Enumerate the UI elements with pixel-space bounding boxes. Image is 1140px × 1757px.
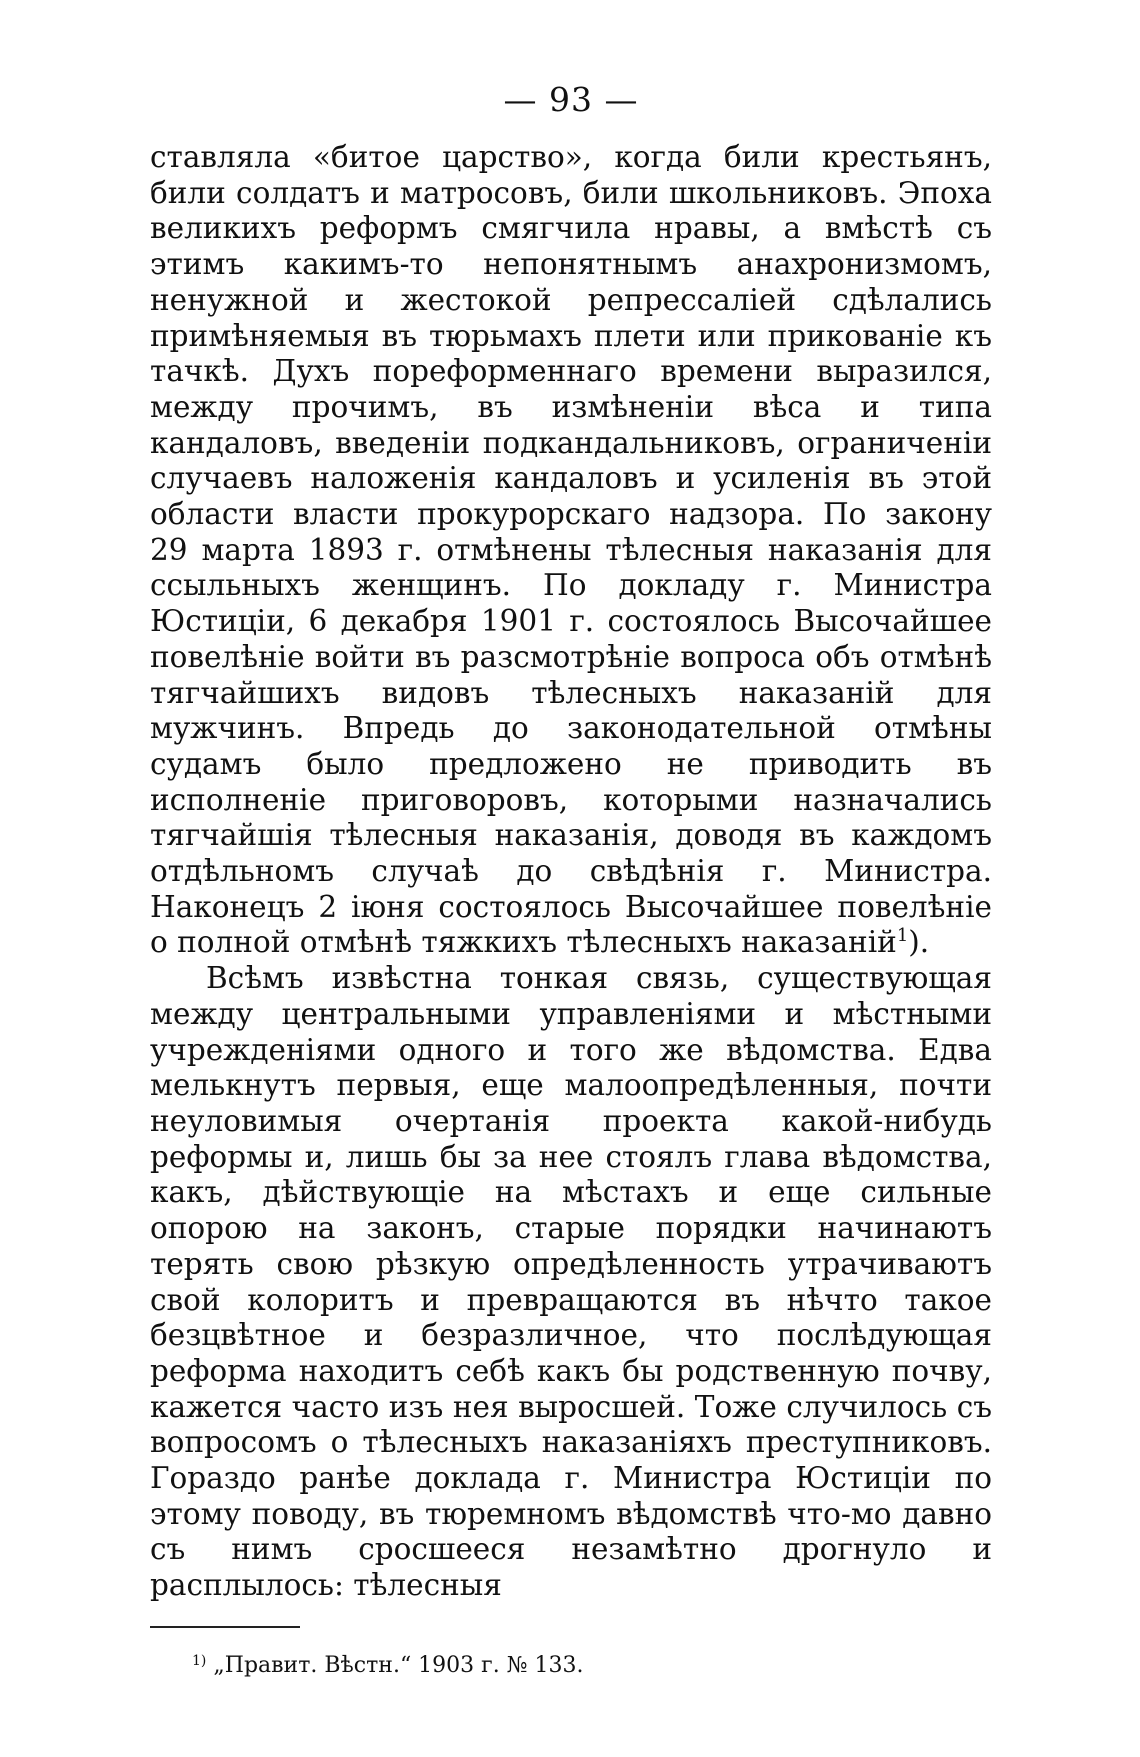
paragraph-1 <box>150 140 992 961</box>
footnote <box>150 1646 992 1681</box>
footnote-text: „Правит. Вѣстн.“ 1903 г. № 133. <box>213 1652 584 1678</box>
footnote-divider <box>150 1626 300 1628</box>
paragraph-1-text: ставляла «битое царство», когда били крестьянъ, били солдатъ и матросовъ, били школьниковъ. Эпоха великихъ реформъ смягчила нравы, а вмѣстѣ съ этимъ какимъ-то непонятнымъ анахронизмомъ, ненужной и жестокой репрессаліей сдѣлались примѣняемыя въ тюрьмахъ плети или прикованіе къ тачкѣ. Духъ пореформеннаго времени выразился, между прочимъ, въ измѣненіи вѣса и типа кандаловъ, введеніи подкандальниковъ, ограниченіи случаевъ наложенія кандаловъ и усиленія въ этой области власти прокурорскаго надзора. По закону 29 марта 1893 г. отмѣнены тѣлесныя наказанія для ссыльныхъ женщинъ. По докладу г. Министра Юстиціи, 6 декабря 1901 г. состоялось Высочайшее повелѣніе войти въ разсмотрѣніе вопроса объ отмѣнѣ тягчайшихъ видовъ тѣлесныхъ наказаній для мужчинъ. Впредь до законодательной отмѣны судамъ было предложено не приводить въ исполненіе приговоровъ, которыми назначались тягчайшія тѣлесныя наказанія, доводя въ каждомъ отдѣльномъ случаѣ до свѣдѣнія г. Министра. Наконецъ 2 іюня состоялось Высочайшее повелѣніе о полной отмѣнѣ тяжкихъ тѣлесныхъ наказаній <box>150 140 992 960</box>
page-number: — 93 — <box>503 80 639 119</box>
book-page <box>150 80 992 1720</box>
paragraph-1-end: ). <box>908 925 930 960</box>
footnote-mark: 1) <box>192 1652 207 1669</box>
body-text <box>150 140 992 1604</box>
footnote-reference: 1 <box>896 925 909 947</box>
paragraph-2: Всѣмъ извѣстна тонкая связь, существующая между центральными управленіями и мѣстными учрежденіями одного и того же вѣдомства. Едва мелькнутъ первыя, еще малоопредѣленныя, почти неуловимыя очертанія проекта какой-нибудь реформы и, лишь бы за нее стоялъ глава вѣдомства, какъ, дѣйствующіе на мѣстахъ и еще сильные опорою на законъ, старые порядки начинаютъ терять свою рѣзкую опредѣленность утрачиваютъ свой колоритъ и превращаются въ нѣчто такое безцвѣтное и безразличное, что послѣдующая реформа находитъ себѣ какъ бы родственную почву, кажется часто изъ нея выросшей. Тоже случилось съ вопросомъ о тѣлесныхъ наказаніяхъ преступниковъ. Гораздо ранѣе доклада г. Министра Юстиціи по этому поводу, въ тюремномъ вѣдомствѣ что-мо давно съ нимъ сросшееся незамѣтно дрогнуло и расплылось: тѣлесныя <box>150 961 992 1603</box>
